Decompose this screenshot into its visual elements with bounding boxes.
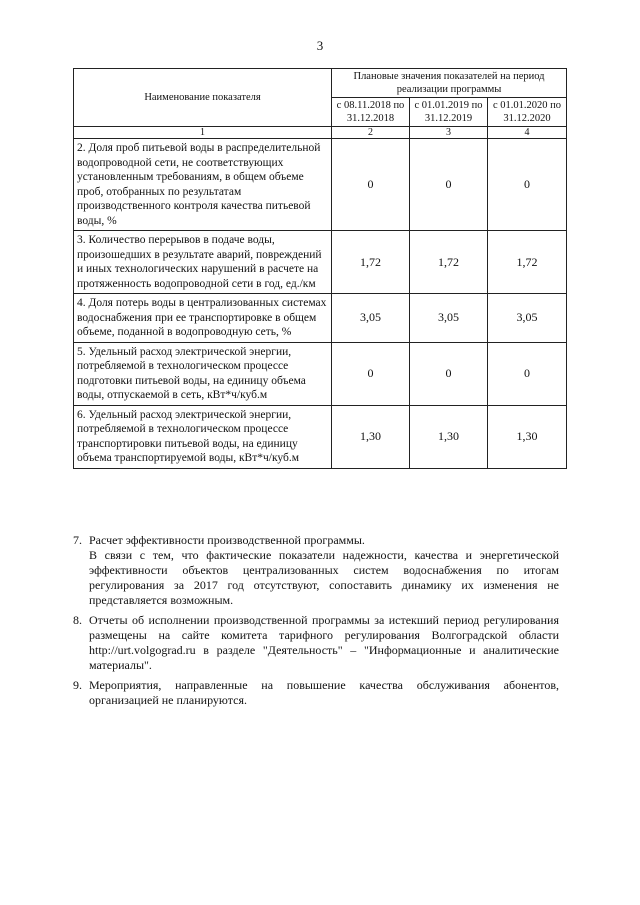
item-heading: Расчет эффективности производственной программы. xyxy=(89,533,365,547)
col-number-3: 3 xyxy=(410,127,488,139)
item-text: Отчеты об исполнении производственной программы за истекший период регулирования размещены на сайте комитета тарифного регулирования Волгоградской области http://urt.volgograd.ru в разделе "Деятельность" – "Информационные и аналитические материалы". xyxy=(89,613,559,672)
col-number-1: 1 xyxy=(74,127,332,139)
row-indicator-name: 4. Доля потерь воды в централизованных системах водоснабжения при ее транспортировке в общем объеме, поданной в водопроводную сеть, % xyxy=(74,294,332,343)
item-number: 8. xyxy=(73,613,82,627)
table-row xyxy=(74,231,567,294)
table-row xyxy=(74,342,567,405)
row-value: 1,30 xyxy=(410,405,488,468)
row-value: 1,30 xyxy=(488,405,567,468)
numbered-items xyxy=(73,533,559,713)
header-period-3: с 01.01.2020 по 31.12.2020 xyxy=(488,98,567,127)
item-number: 7. xyxy=(73,533,82,547)
table-header-row xyxy=(74,69,567,98)
item-text: В связи с тем, что фактические показатели надежности, качества и энергетической эффективности объектов централизованных систем водоснабжения по итогам регулирования за 2017 год отсутствуют, сопоставить динамику их изменения не представляется возможным. xyxy=(89,548,559,607)
list-item xyxy=(73,613,559,673)
list-item xyxy=(73,533,559,608)
row-value: 1,72 xyxy=(410,231,488,294)
row-value: 0 xyxy=(488,342,567,405)
list-item xyxy=(73,678,559,708)
row-value: 1,72 xyxy=(488,231,567,294)
row-indicator-name: 6. Удельный расход электрической энергии, потребляемой в технологическом процессе транспортировки питьевой воды, на единицу объема транспортируемой воды, кВт*ч/куб.м xyxy=(74,405,332,468)
row-value: 0 xyxy=(410,139,488,231)
row-value: 1,30 xyxy=(332,405,410,468)
row-indicator-name: 3. Количество перерывов в подаче воды, произошедших в результате аварий, повреждений и иных технологических нарушений в расчете на протяженность водопроводной сети в год, ед./км xyxy=(74,231,332,294)
row-value: 0 xyxy=(410,342,488,405)
row-value: 0 xyxy=(332,139,410,231)
item-text: Мероприятия, направленные на повышение качества обслуживания абонентов, организацией не планируются. xyxy=(89,678,559,707)
table-row xyxy=(74,405,567,468)
row-value: 3,05 xyxy=(410,294,488,343)
item-number: 9. xyxy=(73,678,82,692)
row-value: 3,05 xyxy=(488,294,567,343)
header-period-1: с 08.11.2018 по 31.12.2018 xyxy=(332,98,410,127)
table-row xyxy=(74,294,567,343)
table-column-numbers-row xyxy=(74,127,567,139)
table-row xyxy=(74,139,567,231)
indicators-table xyxy=(73,68,567,469)
page-number: 3 xyxy=(316,38,324,53)
row-value: 3,05 xyxy=(332,294,410,343)
row-indicator-name: 2. Доля проб питьевой воды в распределительной водопроводной сети, не соответствующих установленным требованиям, в общем объеме проб, отобранных по результатам производственного контроля качества питьевой воды, % xyxy=(74,139,332,231)
row-indicator-name: 5. Удельный расход электрической энергии, потребляемой в технологическом процессе подготовки питьевой воды, на единицу объема воды, отпускаемой в сеть, кВт*ч/куб.м xyxy=(74,342,332,405)
col-number-2: 2 xyxy=(332,127,410,139)
col-number-4: 4 xyxy=(488,127,567,139)
header-period-2: с 01.01.2019 по 31.12.2019 xyxy=(410,98,488,127)
header-indicator-name: Наименование показателя xyxy=(74,69,332,127)
row-value: 0 xyxy=(332,342,410,405)
row-value: 1,72 xyxy=(332,231,410,294)
header-plan-values: Плановые значения показателей на период реализации программы xyxy=(332,69,567,98)
row-value: 0 xyxy=(488,139,567,231)
